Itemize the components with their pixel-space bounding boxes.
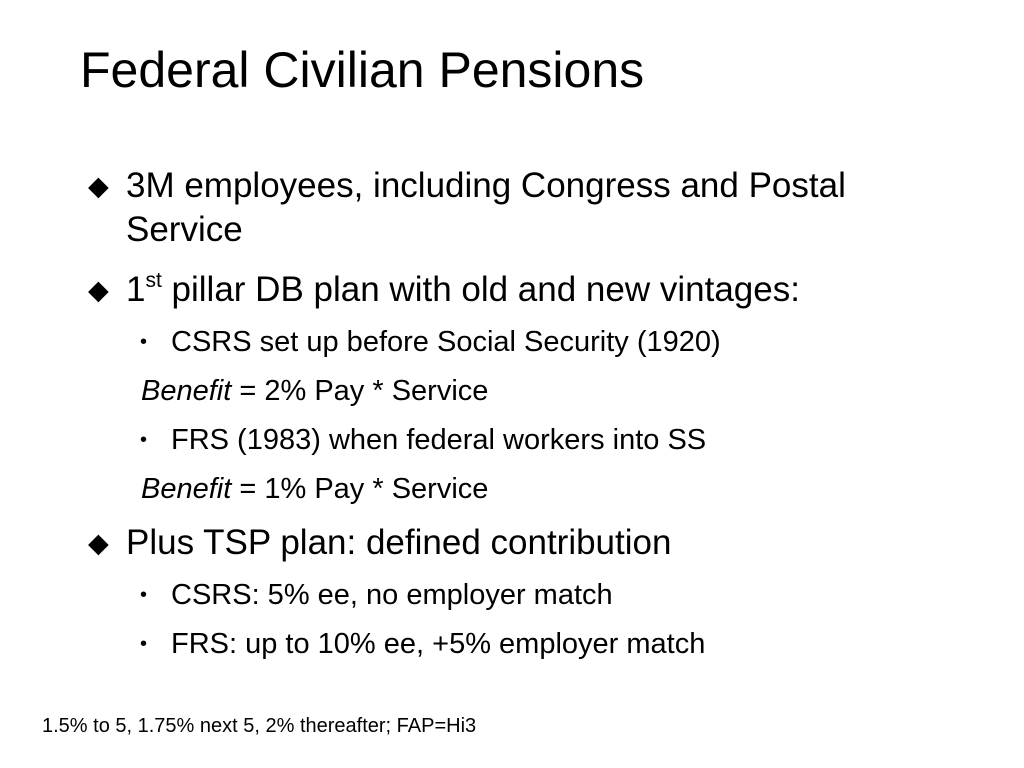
formula-label: Benefit bbox=[141, 375, 232, 407]
bullet-text-prefix: 1 bbox=[126, 270, 146, 309]
bullet-employees bbox=[88, 164, 908, 252]
dot-bullet-icon: • bbox=[140, 331, 148, 353]
formula-frs-benefit bbox=[141, 470, 488, 508]
sub-bullet-frs-tsp bbox=[140, 625, 705, 663]
sub-bullet-text: FRS: up to 10% ee, +5% employer match bbox=[171, 628, 706, 660]
bullet-text bbox=[126, 268, 908, 312]
dot-bullet-icon: • bbox=[140, 584, 148, 606]
diamond-bullet-icon: ◆ bbox=[88, 275, 109, 305]
dot-bullet-icon: • bbox=[140, 633, 148, 655]
slide-footnote: 1.5% to 5, 1.75% next 5, 2% thereafter; FAP=Hi3 bbox=[42, 715, 477, 737]
bullet-text-suffix: pillar DB plan with old and new vintages: bbox=[161, 270, 800, 309]
diamond-bullet-icon: ◆ bbox=[88, 528, 109, 558]
sub-bullet-csrs bbox=[140, 323, 721, 361]
bullet-text: 3M employees, including Congress and Postal Service bbox=[126, 166, 846, 249]
formula-expression: = 1% Pay * Service bbox=[231, 473, 489, 505]
formula-expression: = 2% Pay * Service bbox=[231, 375, 489, 407]
bullet-tsp-plan bbox=[88, 521, 908, 565]
slide-title: Federal Civilian Pensions bbox=[80, 42, 645, 98]
sub-bullet-text: CSRS: 5% ee, no employer match bbox=[171, 579, 613, 611]
bullet-db-plan bbox=[88, 268, 908, 312]
bullet-text: Plus TSP plan: defined contribution bbox=[126, 523, 672, 562]
diamond-bullet-icon: ◆ bbox=[88, 171, 109, 201]
dot-bullet-icon: • bbox=[140, 429, 148, 451]
sub-bullet-text: FRS (1983) when federal workers into SS bbox=[171, 424, 707, 456]
sub-bullet-csrs-tsp bbox=[140, 576, 613, 614]
sub-bullet-text: CSRS set up before Social Security (1920) bbox=[171, 326, 721, 358]
ordinal-superscript: st bbox=[145, 269, 162, 292]
formula-csrs-benefit bbox=[141, 372, 488, 410]
formula-label: Benefit bbox=[141, 473, 232, 505]
sub-bullet-frs bbox=[140, 421, 706, 459]
